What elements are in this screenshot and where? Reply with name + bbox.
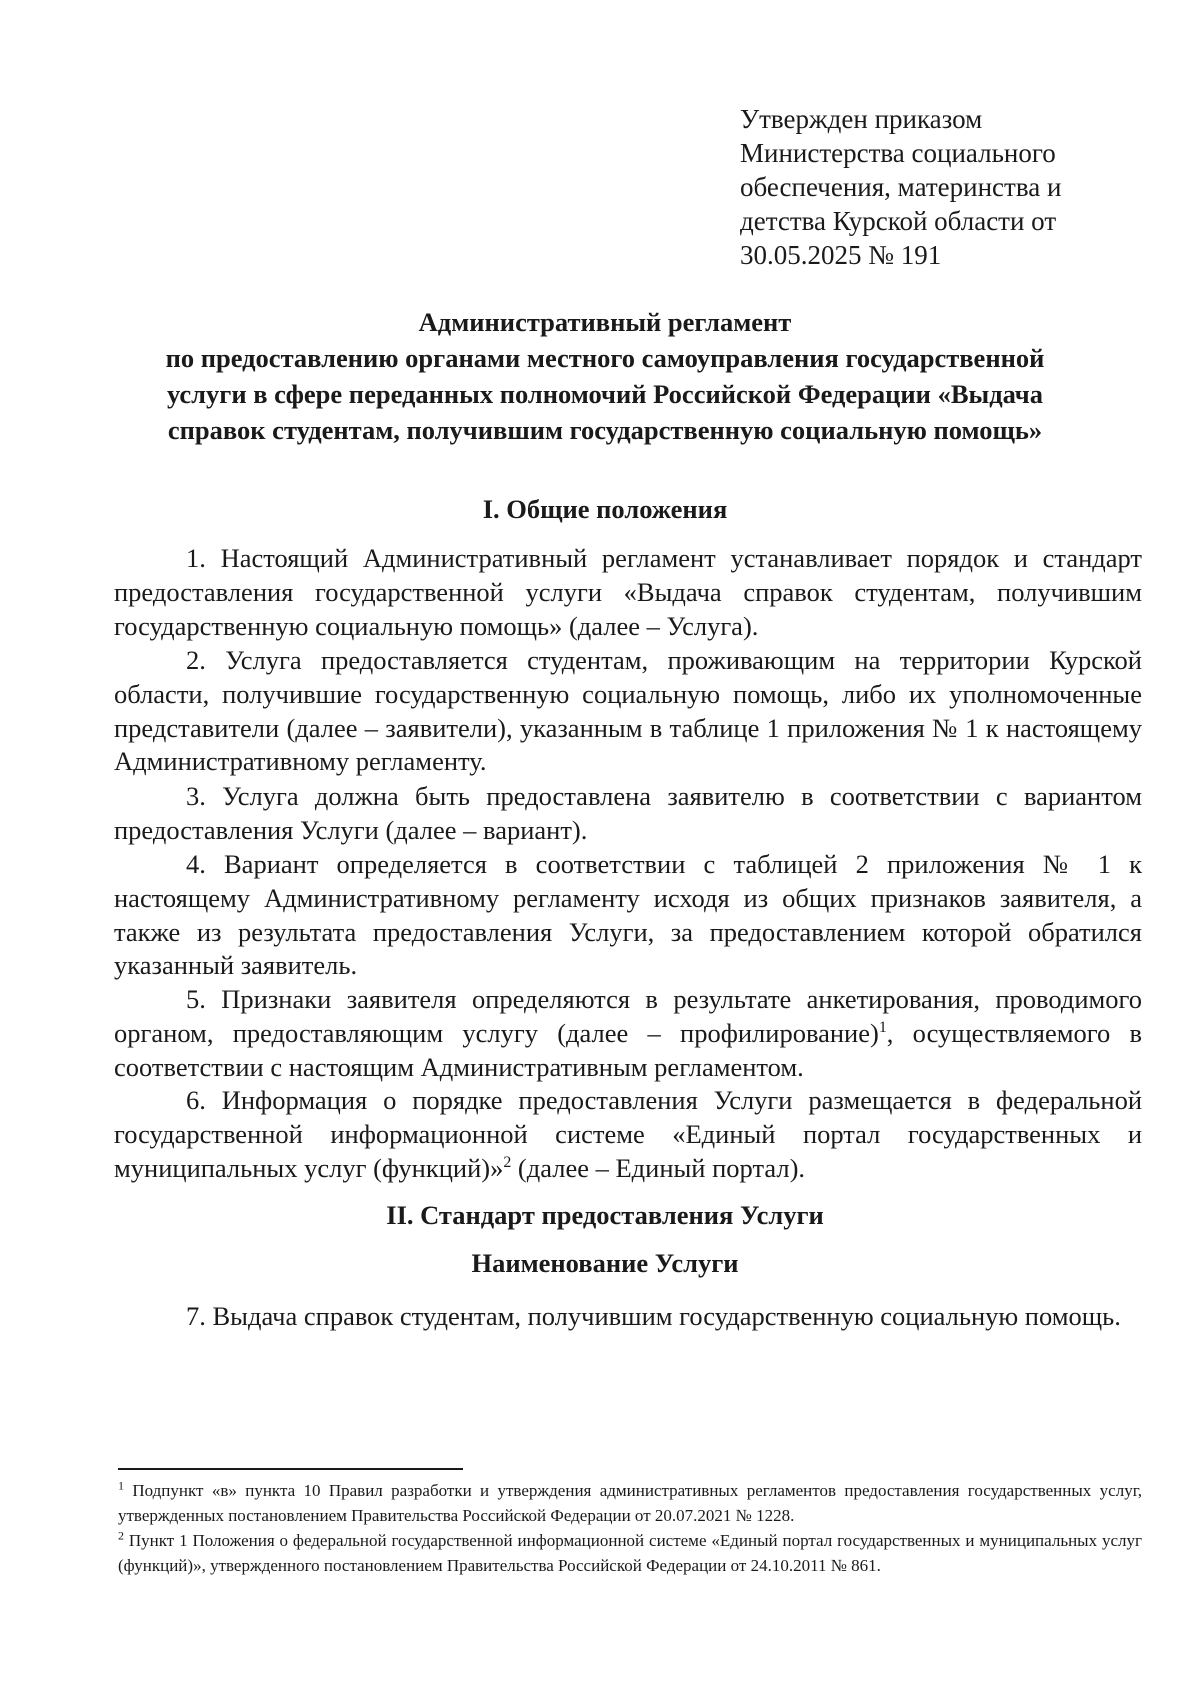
footnote-1-text: Подпункт «в» пункта 10 Правил разработки и утверждения административных регламентов предоставления государственных услуг, утвержденных постановлением Правительства Российской Федерации от 20.07.2021 № 1228. (118, 1481, 1142, 1525)
approval-stamp (740, 102, 1140, 272)
paragraph-4: 4. Вариант определяется в соответствии с таблицей 2 приложения № 1 к настоящему Административному регламенту исходя из общих признаков заявителя, а также из результата предоставления Услуги, за предоставлением которой обратился указанный заявитель. (114, 849, 1142, 981)
paragraph-6-text: 6. Информация о порядке предоставления Услуги размещается в федеральной государственной информационной системе «Единый портал государственных и муниципальных услуг (функций)» (114, 1085, 1142, 1183)
footnote-2-mark: 2 (118, 1528, 124, 1543)
paragraph-6-tail: (далее – Единый портал). (511, 1152, 806, 1183)
footnote-1 (118, 1478, 1142, 1528)
title-line: по предоставлению органами местного самоуправления государственной (165, 343, 1045, 373)
footnote-1-mark: 1 (118, 1478, 124, 1493)
approval-line: детства Курской области от (740, 206, 1057, 236)
approval-line: Утвержден приказом (740, 104, 983, 134)
paragraph-5-text: 5. Признаки заявителя определяются в результате анкетирования, проводимого органом, предоставляющим услугу (далее – профилирование) (114, 984, 1142, 1048)
footnote-ref-1[interactable]: 1 (878, 1018, 887, 1036)
approval-line: обеспечения, материнства и (740, 172, 1062, 202)
paragraph-1: 1. Настоящий Административный регламент устанавливает порядок и стандарт предоставления государственной услуги «Выдача справок студентам, получившим государственную социальную помощь» (далее – Услуга). (114, 543, 1142, 641)
document-title (110, 304, 1100, 448)
title-line: справок студентам, получившим государственную социальную помощь» (167, 415, 1043, 445)
paragraph-3: 3. Услуга должна быть предоставлена заявителю в соответствии с вариантом предоставления Услуги (далее – вариант). (114, 781, 1142, 845)
approval-line: Министерства социального (740, 138, 1056, 168)
paragraph-5-tail: , осуществляемого в соответствии с настоящим Административным регламентом. (114, 1017, 1142, 1082)
approval-line: 30.05.2025 № 191 (740, 240, 942, 270)
title-line: Административный регламент (418, 307, 792, 337)
footnote-2-text: Пункт 1 Положения о федеральной государственной информационной системе «Единый портал государственных и муниципальных услуг (функций)», утвержденного постановлением Правительства Российской Федерации от 24.10.2011 № 861. (118, 1531, 1142, 1575)
subheading-service-name: Наименование Услуги (471, 1248, 739, 1278)
section-heading-general: I. Общие положения (482, 494, 728, 524)
paragraph-5 (114, 983, 1142, 1084)
footnote-divider (118, 1468, 463, 1470)
title-line: услуги в сфере переданных полномочий Российской Федерации «Выдача (166, 379, 1043, 409)
section-heading-standard: II. Стандарт предоставления Услуги (386, 1200, 824, 1230)
paragraph-7: 7. Выдача справок студентам, получившим государственную социальную помощь. (186, 1301, 1121, 1331)
footnote-ref-2[interactable]: 2 (503, 1153, 512, 1171)
footnote-2 (118, 1528, 1142, 1578)
paragraph-2: 2. Услуга предоставляется студентам, проживающим на территории Курской области, получившие государственную социальную помощь, либо их уполномоченные представители (далее – заявители), указанным в таблице 1 приложения № 1 к настоящему Административному регламенту. (114, 645, 1142, 777)
paragraph-6 (114, 1084, 1142, 1185)
